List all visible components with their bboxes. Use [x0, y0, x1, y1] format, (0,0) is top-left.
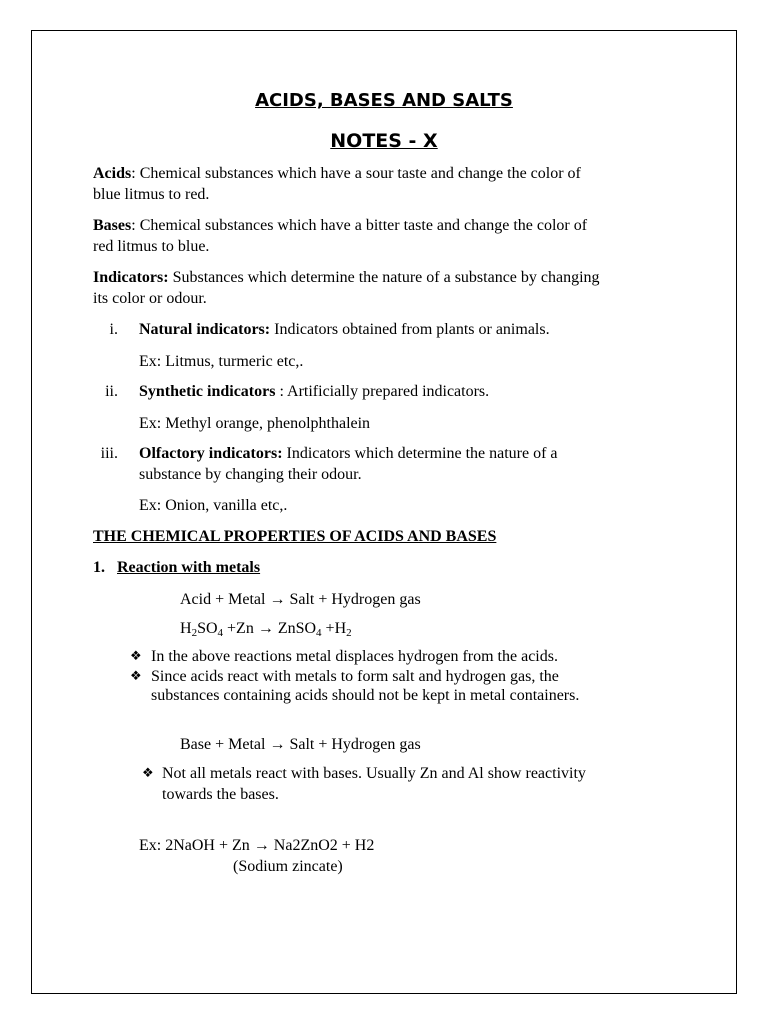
bases-definition-cont: red litmus to blue. — [93, 238, 210, 255]
base-bullet-text-cont: towards the bases. — [162, 786, 279, 803]
indicators-term: Indicators: — [93, 269, 169, 286]
subsection-title: Reaction with metals — [117, 559, 261, 576]
section-heading: THE CHEMICAL PROPERTIES OF ACIDS AND BASES — [93, 528, 497, 545]
acids-definition: Acids: Chemical substances which have a sour taste and change the color of — [93, 165, 581, 182]
synthetic-indicators-example: Ex: Methyl orange, phenolphthalein — [139, 415, 371, 432]
acids-definition-cont: blue litmus to red. — [93, 186, 210, 203]
natural-indicators-item: Natural indicators: Indicators obtained from plants or animals. — [139, 321, 550, 338]
acids-term: Acids — [93, 165, 132, 182]
acid-bullet-text: Since acids react with metals to form salt and hydrogen gas, the — [151, 668, 559, 685]
list-numeral: i. — [109, 321, 118, 338]
acid-metal-equation: Acid + Metal → Salt + Hydrogen gas — [180, 591, 421, 608]
synthetic-indicators-item: Synthetic indicators : Artificially prepared indicators. — [139, 383, 490, 400]
list-numeral: ii. — [105, 383, 118, 400]
example-equation: Ex: 2NaOH + Zn → Na2ZnO2 + H2 — [139, 837, 375, 854]
natural-indicators-example: Ex: Litmus, turmeric etc,. — [139, 353, 304, 370]
page-title: ACIDS, BASES AND SALTS — [255, 90, 513, 111]
olfactory-indicators-item-cont: substance by changing their odour. — [139, 466, 362, 483]
bases-definition: Bases: Chemical substances which have a bitter taste and change the color of — [93, 217, 588, 234]
base-bullet-text: Not all metals react with bases. Usually Zn and Al show reactivity — [162, 765, 586, 782]
olfactory-indicators-item: Olfactory indicators: Indicators which determine the nature of a — [139, 445, 558, 462]
indicators-definition: Indicators: Substances which determine the nature of a substance by changing — [93, 269, 600, 286]
list-numeral: iii. — [100, 445, 118, 462]
subsection-number: 1. — [93, 559, 105, 576]
base-metal-equation: Base + Metal → Salt + Hydrogen gas — [180, 736, 421, 753]
indicators-definition-cont: its color or odour. — [93, 290, 207, 307]
olfactory-indicators-example: Ex: Onion, vanilla etc,. — [139, 497, 288, 514]
bases-term: Bases — [93, 217, 132, 234]
diamond-bullet-icon: ❖ — [130, 649, 142, 664]
acid-metal-formula: $H_2SO_4 +Zn$ → ZnSO$_4$ $+H_2$ — [180, 620, 352, 639]
acid-bullet-text: In the above reactions metal displaces hydrogen from the acids. — [151, 648, 558, 665]
example-note: (Sodium zincate) — [233, 858, 343, 875]
acid-bullet-text-cont: substances containing acids should not be kept in metal containers. — [151, 687, 580, 704]
diamond-bullet-icon: ❖ — [130, 669, 142, 684]
diamond-bullet-icon: ❖ — [142, 766, 154, 781]
page-subtitle: NOTES - X — [330, 130, 438, 152]
